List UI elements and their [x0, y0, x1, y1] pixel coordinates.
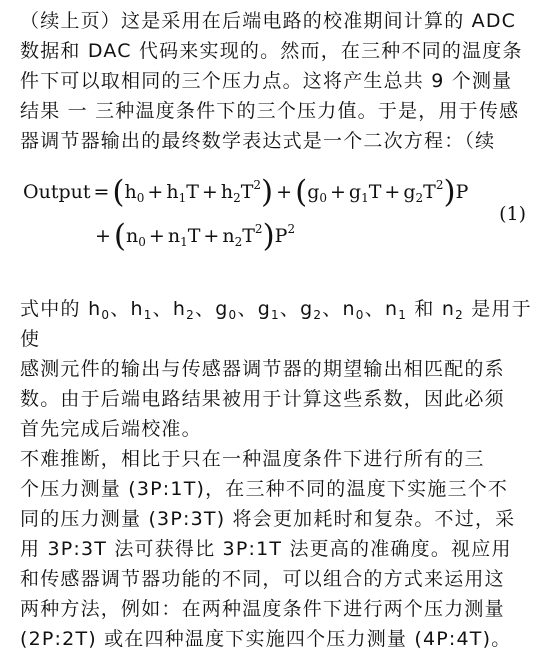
equation-line-1: Output $=(h_0 + h_1T + h_2T^2) +(g_0 + g_1T + g_2T^2)P$ [23, 174, 469, 210]
text-line: 感测元件的输出与传感器调节器的期望输出相匹配的系 [20, 358, 505, 380]
term-g2: $g_2T^2$ [403, 178, 444, 205]
coef-g0: $g_0$、 [215, 298, 258, 322]
text-line: (2P:2T) 或在四种温度下实施四个压力测量 (4P:4T)。 [20, 628, 512, 650]
term-n1: $n_1T$ [167, 225, 201, 249]
term-h2: $h_2T^2$ [220, 178, 262, 205]
term-n0: $n_0$ [126, 225, 146, 249]
equation-line-2: $+(n_0 + n_1T + n_2T^2)P^2$ [95, 218, 296, 254]
term-n2: $n_2T^2$ [222, 222, 263, 249]
text-line: 两种方法，例如：在两种温度条件下进行两个压力测量 [20, 598, 505, 620]
text-line: 用 3P:3T 法可获得比 3P:1T 法更高的准确度。视应用 [20, 538, 512, 560]
open-paren: ( [295, 174, 308, 210]
open-paren: ( [113, 218, 127, 254]
term-g0: $g_0$ [307, 181, 327, 205]
term-h1: $h_1T$ [166, 181, 199, 205]
document-page [20, 6, 532, 654]
text-line: 件下可以取相同的三个压力点。这将产生总共 9 个测量 [20, 70, 513, 92]
coef-h1: $h_1$、 [130, 298, 173, 322]
close-paren: ) [261, 174, 274, 210]
coef-n0: $n_0$、 [342, 298, 385, 322]
var-p: P [455, 181, 469, 203]
term-h0: $h_0$ [124, 181, 145, 205]
term-g1: $g_1T$ [348, 181, 382, 205]
close-paren: ) [443, 174, 456, 210]
intro-paragraph [20, 6, 532, 156]
text-line: 数。由于后端电路结果被用于计算这些系数，因此必须 [20, 388, 505, 410]
coef-n2: $n_2$ [441, 298, 464, 322]
comparison-paragraph [20, 444, 532, 654]
open-paren: ( [112, 174, 125, 210]
text-line: 同的压力测量 (3P:3T) 将会更加耗时和复杂。不过，采 [20, 508, 516, 530]
var-p-squared: $P^2$ [274, 222, 296, 247]
coef-h2: $h_2$、 [172, 298, 216, 322]
text-line: 不难推断，相比于只在一种温度条件下进行所有的三 [20, 448, 485, 470]
text-line: （续上页）这是采用在后端电路的校准期间计算的 ADC [20, 10, 517, 32]
equation-number: (1) [499, 203, 526, 225]
equals-sign: = [93, 181, 110, 203]
coef-g2: $g_2$、 [300, 298, 343, 322]
text-line: 结果 一 三种温度条件下的三个压力值。于是，用于传感 [20, 100, 520, 122]
text-line: 式中的 $h_0$、$h_1$、$h_2$、$g_0$、$g_1$、$g_2$、$n_0$、$n_1$ 和 $n_2$ 是用于使 [20, 298, 532, 350]
equation-lhs: Output [23, 181, 91, 203]
text-line: 器调节器输出的最终数学表达式是一个二次方程：（续 [20, 130, 496, 152]
text-line: 数据和 DAC 代码来实现的。然而，在三种不同的温度条 [20, 40, 523, 62]
text-line: 和传感器调节器功能的不同，可以组合的方式来运用这 [20, 568, 505, 590]
text-line: 首先完成后端校准。 [20, 418, 202, 440]
coef-h0: $h_0$、 [88, 298, 131, 322]
coef-n1: $n_1$ 和 [384, 298, 442, 322]
coefficient-paragraph [20, 294, 532, 444]
coef-g1: $g_1$、 [257, 298, 301, 322]
close-paren: ) [262, 218, 275, 254]
equation-block [20, 170, 532, 290]
text-line: 个压力测量 (3P:1T)，在三种不同的温度下实施三个不 [20, 478, 509, 500]
